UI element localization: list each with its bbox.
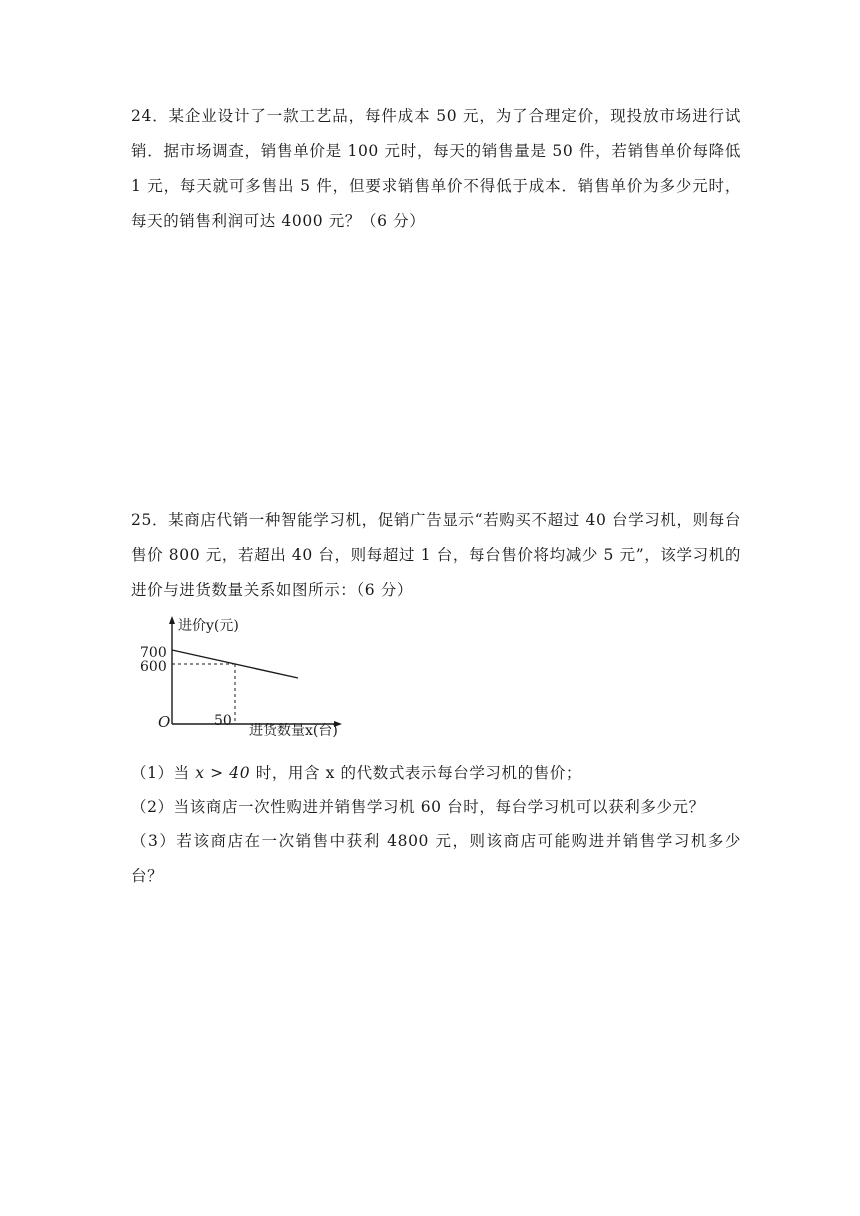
sub-question-1-math: x > 40 [195, 764, 251, 782]
y-axis-arrow [169, 616, 175, 624]
question-24 [131, 99, 741, 239]
question-24-text: 24．某企业设计了一款工艺品，每件成本 50 元，为了合理定价，现投放市场进行试销．据市场调查，销售单价是 100 元时，每天的销售量是 50 件，若销售单价每降低 1 元，每天就可多售出 5 件，但要求销售单价不得低于成本．销售单价为多少元时，每天的销售利润可达 4000 元？（6 分） [131, 107, 741, 230]
sub-question-2 [131, 790, 741, 825]
y-axis-label: 进价y(元) [178, 618, 239, 634]
sub-question-3-text: （3）若该商店在一次销售中获利 4800 元，则该商店可能购进并销售学习机多少台？ [131, 832, 741, 885]
sub-question-2-text: （2）当该商店一次性购进并销售学习机 60 台时，每台学习机可以获利多少元？ [131, 798, 705, 816]
y-tick-600: 600 [140, 659, 167, 675]
sub-question-1 [131, 756, 741, 791]
sub-question-3 [131, 824, 741, 894]
x-axis-label: 进货数量x(台) [249, 723, 338, 739]
y-tick-700: 700 [140, 645, 167, 661]
question-25 [131, 503, 741, 608]
origin-label: O [158, 713, 171, 731]
question-25-text: 25．某商店代销一种智能学习机，促销广告显示“若购买不超过 40 台学习机，则每台售价 800 元，若超出 40 台，则每超过 1 台，每台售价将均减少 5 元”，该学习机的进价与进货数量关系如图所示：（6 分） [131, 511, 741, 599]
price-quantity-graph [136, 612, 366, 744]
x-tick-50: 50 [214, 713, 232, 729]
sub-question-1-pre: （1）当 [131, 764, 196, 782]
sub-question-1-post: 时，用含 x 的代数式表示每台学习机的售价； [250, 764, 583, 782]
